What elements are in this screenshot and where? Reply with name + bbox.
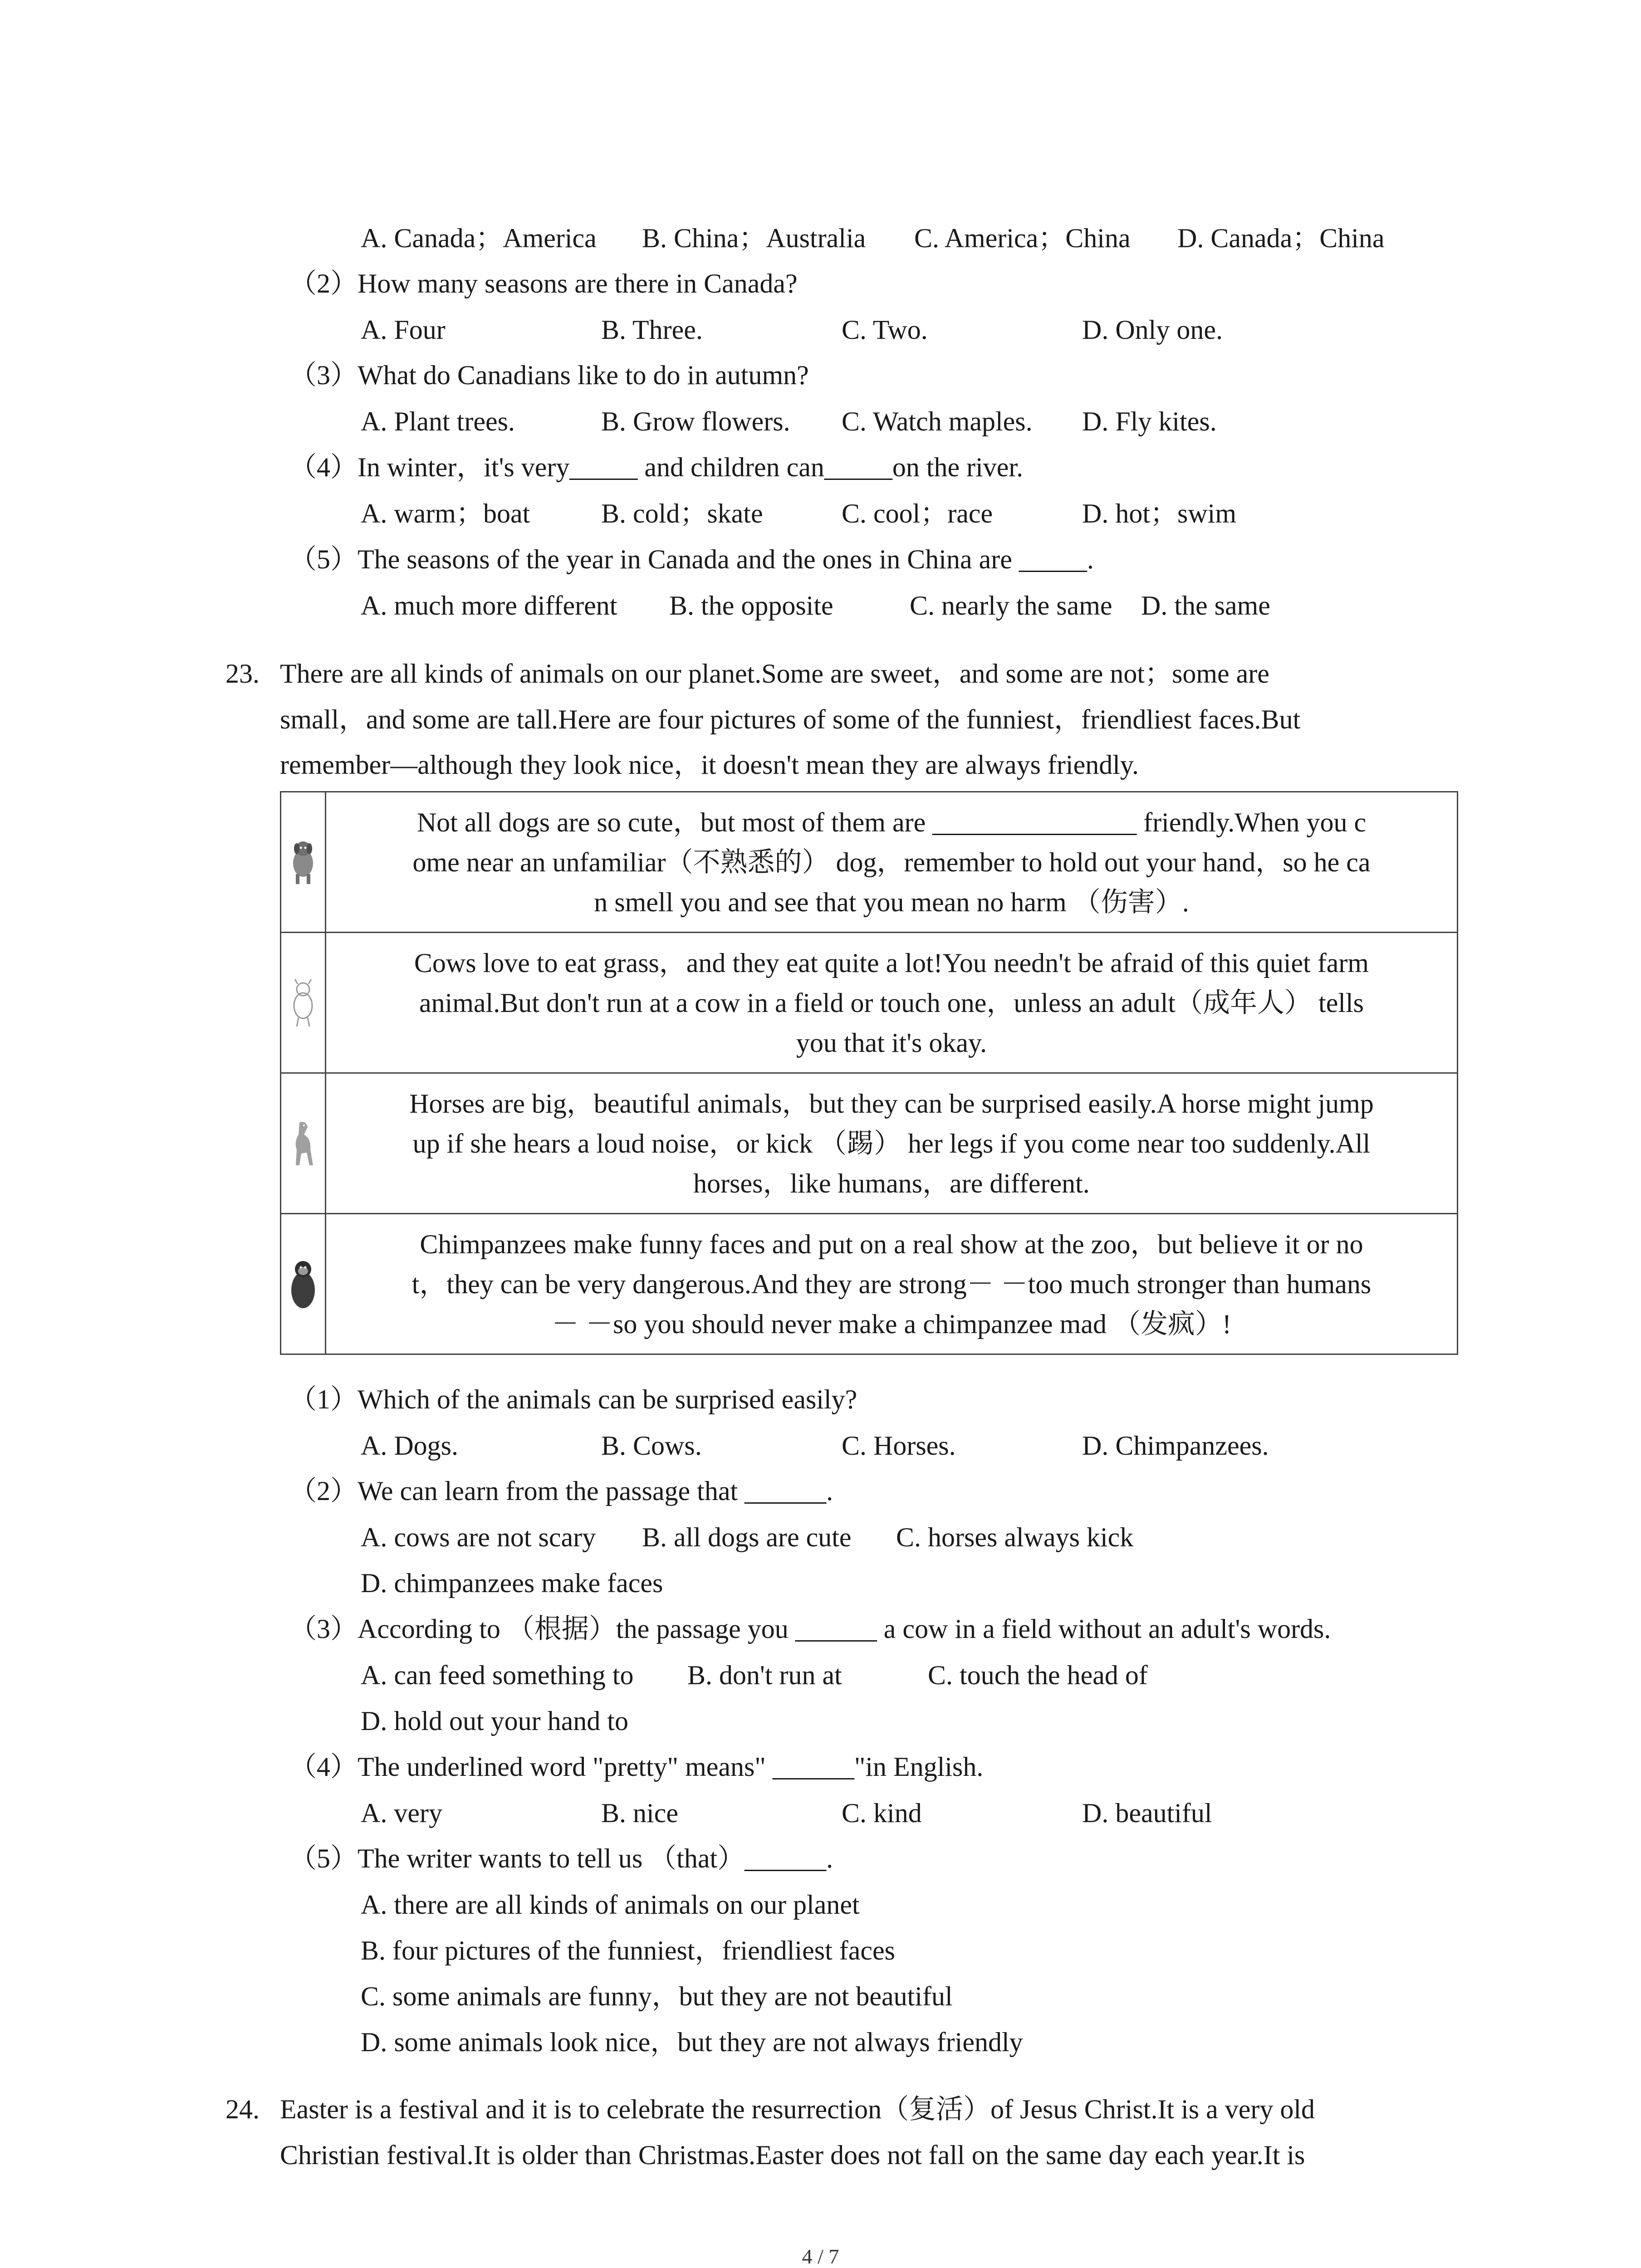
option-b: B. don't run at: [687, 1660, 842, 1690]
option-d: D. the same: [1141, 591, 1270, 621]
q23-q5-option-b: B. four pictures of the funniest，friendliest faces: [361, 1936, 895, 1965]
horse-picture: [281, 1073, 326, 1214]
option-c: C. horses always kick: [896, 1522, 1134, 1552]
q23-q1-options: [361, 1432, 1269, 1459]
q23-q5-option-a: A. there are all kinds of animals on our planet: [361, 1890, 860, 1920]
option-b: B. Three.: [601, 315, 703, 345]
question-number-24: 24.: [225, 2094, 260, 2124]
q22-q2-options: [361, 316, 1223, 343]
q24-line-2: Christian festival.It is older than Christmas.Easter does not fall on the same day each year.It is: [280, 2140, 1305, 2170]
option-a: A. much more different: [361, 591, 617, 621]
option-c: C. cool；race: [842, 499, 993, 528]
q23-q4-options: [361, 1799, 1212, 1827]
q23-q5-option-d: D. some animals look nice，but they are not always friendly: [361, 2027, 1023, 2057]
chimpanzee-text: Chimpanzees make funny faces and put on a real show at the zoo，but believe it or no t，they can be very dangerous.And they are strong－ －too much stronger than humans － －so you should never make a chimpanzee mad （发疯）!: [326, 1214, 1458, 1354]
q22-q1-options: [361, 225, 1385, 252]
chimpanzee-icon: [286, 1255, 320, 1314]
q22-q2-stem: （2）How many seasons are there in Canada?: [289, 269, 798, 298]
option-a: A. Plant trees.: [361, 406, 515, 436]
option-a: A. Dogs.: [361, 1431, 459, 1461]
option-a: A. warm；boat: [361, 499, 530, 528]
cow-picture: [281, 933, 326, 1073]
q23-q2-options: [361, 1524, 1133, 1551]
q22-q5-options: [361, 592, 1270, 619]
q23-q2-option-d: D. chimpanzees make faces: [361, 1568, 663, 1598]
q23-q1-stem: （1）Which of the animals can be surprised easily?: [289, 1384, 857, 1414]
q23-q5-stem: （5）The writer wants to tell us （that）______.: [289, 1843, 833, 1873]
option-a: A. cows are not scary: [361, 1522, 596, 1552]
horse-text: Horses are big，beautiful animals，but they can be surprised easily.A horse might jump up if she hears a loud noise，or kick （踢） her legs if you come near too suddenly.All horses，like humans，are different.: [326, 1073, 1458, 1214]
cow-text: Cows love to eat grass，and they eat quite a lot!You needn't be afraid of this quiet farm animal.But don't run at a cow in a field or touch one，unless an adult（成年人） tells you that it's okay.: [326, 933, 1458, 1073]
q22-q3-stem: （3）What do Canadians like to do in autumn?: [289, 360, 809, 390]
chimpanzee-picture: [281, 1214, 326, 1354]
option-b: B. all dogs are cute: [642, 1522, 852, 1552]
q24-line-1: Easter is a festival and it is to celebrate the resurrection（复活）of Jesus Christ.It is a very old: [280, 2094, 1315, 2124]
option-c: C. kind: [842, 1798, 922, 1828]
option-b: B. the opposite: [669, 591, 833, 621]
option-c: C. Watch maples.: [842, 406, 1033, 436]
option-a: A. Four: [361, 315, 446, 345]
dog-icon: [286, 835, 320, 890]
option-d: D. Fly kites.: [1082, 406, 1217, 436]
option-c: C. Two.: [842, 315, 928, 345]
horse-icon: [286, 1116, 320, 1171]
q23-q4-stem: （4）The underlined word "pretty" means" ______"in English.: [289, 1752, 984, 1782]
table-row: [281, 792, 1458, 933]
q23-q3-options: [361, 1662, 1148, 1689]
option-c: C. touch the head of: [928, 1660, 1148, 1690]
q22-q3-options: [361, 408, 1217, 435]
option-b: B. cold；skate: [601, 499, 763, 528]
q23-q5-option-c: C. some animals are funny，but they are not beautiful: [361, 1981, 953, 2011]
table-row: [281, 1073, 1458, 1214]
q23-q3-stem: （3）According to （根据）the passage you ______ a cow in a field without an adult's words.: [289, 1614, 1331, 1644]
option-b: B. China；Australia: [642, 223, 866, 253]
q22-q4-stem: （4）In winter，it's very_____ and children can_____on the river.: [289, 452, 1024, 482]
q23-intro-line-3: remember—although they look nice，it doesn't mean they are always friendly.: [280, 750, 1139, 780]
option-b: B. nice: [601, 1798, 678, 1828]
cow-icon: [286, 976, 320, 1030]
q23-q2-stem: （2）We can learn from the passage that ______.: [289, 1476, 833, 1506]
option-d: D. Only one.: [1082, 315, 1223, 345]
option-a: A. Canada；America: [361, 223, 597, 253]
dog-picture: [281, 792, 326, 933]
q22-q4-options: [361, 500, 1236, 527]
option-b: B. Cows.: [601, 1431, 702, 1461]
q23-intro-line-1: There are all kinds of animals on our planet.Some are sweet，and some are not；some are: [280, 659, 1269, 689]
option-d: D. Chimpanzees.: [1082, 1431, 1269, 1461]
option-b: B. Grow flowers.: [601, 406, 790, 436]
q23-intro-line-2: small，and some are tall.Here are four pictures of some of the funniest，friendliest faces.But: [280, 704, 1301, 734]
option-d: D. beautiful: [1082, 1798, 1212, 1828]
option-c: C. Horses.: [842, 1431, 956, 1461]
option-c: C. America；China: [914, 223, 1131, 253]
dog-text: Not all dogs are so cute，but most of them are _______________ friendly.When you c ome near an unfamiliar（不熟悉的） dog，remember to hold out your hand，so he ca n smell you and see that you mean no harm （伤害）.: [326, 792, 1458, 933]
q23-q3-option-d: D. hold out your hand to: [361, 1706, 628, 1736]
option-c: C. nearly the same: [910, 591, 1112, 621]
option-d: D. Canada；China: [1177, 223, 1385, 253]
option-a: A. can feed something to: [361, 1660, 634, 1690]
q22-q5-stem: （5）The seasons of the year in Canada and the ones in China are _____.: [289, 544, 1094, 574]
table-row: [281, 1214, 1458, 1354]
animal-table: [280, 791, 1458, 1355]
page-number: 4 / 7: [802, 2245, 839, 2268]
table-row: [281, 933, 1458, 1073]
option-a: A. very: [361, 1798, 442, 1828]
option-d: D. hot；swim: [1082, 499, 1237, 528]
question-number-23: 23.: [225, 659, 260, 689]
